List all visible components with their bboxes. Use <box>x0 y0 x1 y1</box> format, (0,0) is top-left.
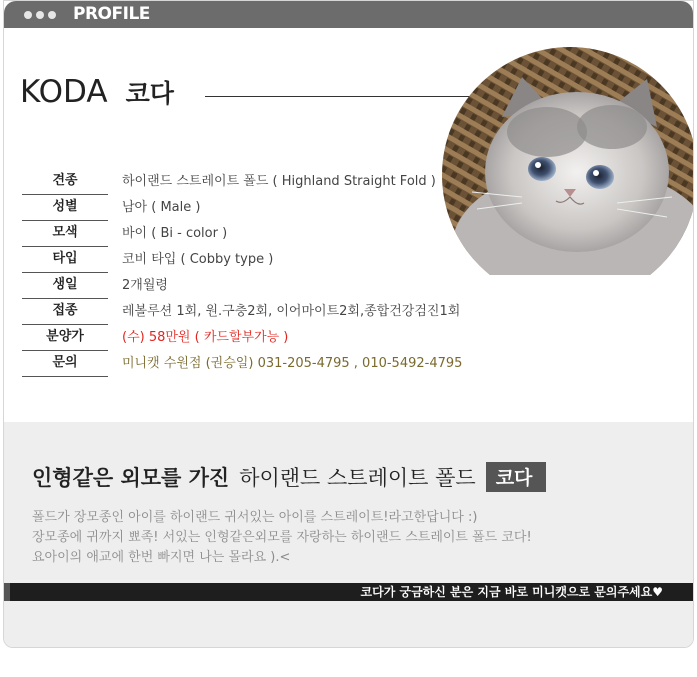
info-label: 접종 <box>22 299 108 325</box>
dot-icon <box>24 11 32 19</box>
contact-value: 미니캣 수원점 (권승일) 031-205-4795 , 010-5492-4795 <box>122 356 463 371</box>
promo-line: 요아이의 애교에 한번 빠지면 나는 몰라요 ).< <box>32 550 291 565</box>
promo-line: 장모종에 귀까지 뾰족! 서있는 인형같은외모를 자랑하는 하이랜드 스트레이트 폴드 코다! <box>32 530 532 545</box>
promo-line: 폴드가 장모종인 아이를 하이랜드 귀서있는 아이를 스트레이트!라고한답니다 :) <box>32 510 478 525</box>
info-label: 타입 <box>22 247 108 273</box>
promo-name-badge: 코다 <box>486 462 547 492</box>
header-dots <box>24 11 56 19</box>
header-title: PROFILE <box>73 4 150 24</box>
dot-icon <box>48 11 56 19</box>
info-value: 남아 ( Male ) <box>122 200 201 215</box>
info-label: 분양가 <box>22 325 108 351</box>
info-row-gender <box>22 195 462 221</box>
info-table <box>22 169 462 377</box>
info-row-color <box>22 221 462 247</box>
promo-headline <box>32 462 546 492</box>
cat-name-english: KODA <box>20 74 108 110</box>
info-row-price <box>22 325 462 351</box>
info-value: 하이랜드 스트레이트 폴드 ( Highland Straight Fold ) <box>122 174 436 189</box>
info-value: 레볼루션 1회, 원.구충2회, 이어마이트2회,종합건강검진1회 <box>122 304 461 319</box>
cat-name-korean: 코다 <box>125 79 174 108</box>
promo-headline-breed: 하이랜드 스트레이트 폴드 <box>239 466 476 490</box>
info-row-contact <box>22 351 462 377</box>
info-label: 모색 <box>22 221 108 247</box>
info-value: 2개월령 <box>122 278 168 293</box>
dot-icon <box>36 11 44 19</box>
info-row-breed <box>22 169 462 195</box>
contact-banner-text: 코다가 궁금하신 분은 지금 바로 미니캣으로 문의주세요♥ <box>360 585 663 599</box>
promo-headline-bold: 인형같은 외모를 가진 <box>32 466 230 490</box>
info-label: 성별 <box>22 195 108 221</box>
info-row-type <box>22 247 462 273</box>
info-row-vaccination <box>22 299 462 325</box>
info-value: 바이 ( Bi - color ) <box>122 226 228 241</box>
contact-banner <box>4 583 693 601</box>
info-value: 코비 타입 ( Cobby type ) <box>122 252 274 267</box>
profile-header-bar <box>4 1 693 28</box>
info-label: 생일 <box>22 273 108 299</box>
cat-name-heading <box>20 74 174 110</box>
cat-photo <box>442 47 694 275</box>
price-value: (수) 58만원 ( 카드할부가능 ) <box>122 330 289 345</box>
promo-description <box>32 508 532 568</box>
promo-section <box>4 422 693 648</box>
info-label: 견종 <box>22 169 108 195</box>
info-label: 문의 <box>22 351 108 377</box>
heading-divider-line <box>205 96 470 97</box>
profile-card <box>3 0 694 648</box>
info-row-birthday <box>22 273 462 299</box>
